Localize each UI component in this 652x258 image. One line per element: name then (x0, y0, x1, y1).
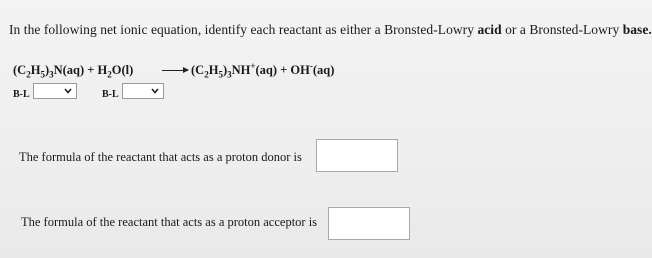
proton-donor-input[interactable] (316, 139, 398, 172)
dropdown-2-label: B-L (102, 89, 119, 100)
equation-products: $(C_2H_5)_3NH^+(aq) + OH^-(aq)$ (162, 63, 334, 78)
prompt-part-1: In the following net ionic equation, identify each reactant as either a Bronsted-Lowry (9, 22, 478, 37)
equation-reactants: $(C_2H_5)_3N(aq) + H_2O(l)$ (13, 63, 134, 80)
proton-acceptor-question: The formula of the reactant that acts as a proton acceptor is (21, 215, 318, 229)
prompt-text (9, 22, 652, 38)
prompt-part-2: or a Bronsted-Lowry (501, 22, 623, 37)
dropdown-2[interactable] (122, 83, 164, 99)
reaction-arrow-icon (162, 70, 188, 71)
dropdown-1[interactable] (33, 83, 77, 99)
proton-acceptor-input[interactable] (328, 207, 410, 240)
proton-donor-question: The formula of the reactant that acts as a proton donor is (19, 150, 302, 164)
chevron-down-icon (63, 86, 73, 96)
dropdown-1-label: B-L (13, 89, 30, 100)
acid-word: acid (477, 22, 502, 37)
chevron-down-icon (150, 86, 160, 96)
base-word: base. (622, 22, 652, 37)
